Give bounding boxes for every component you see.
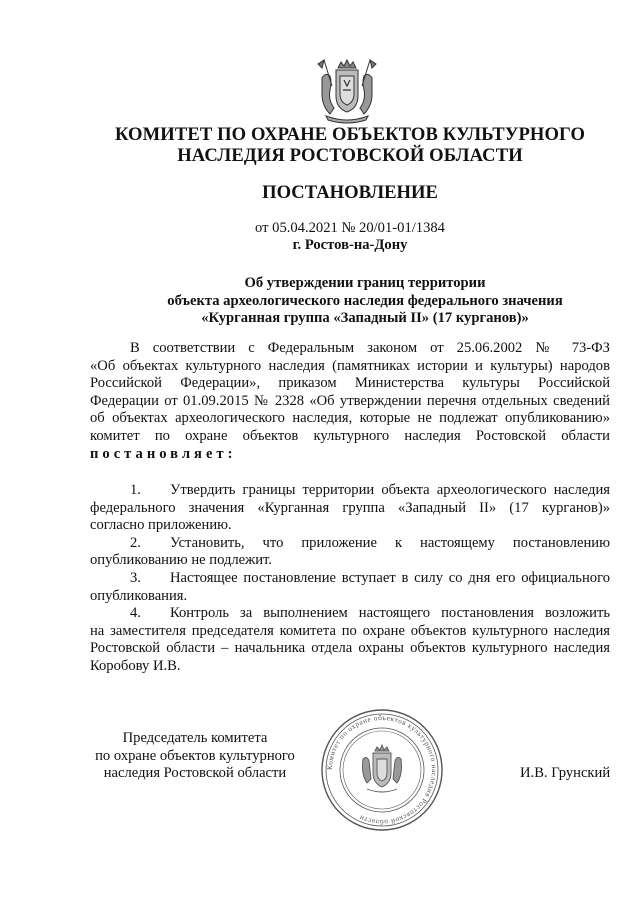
document-city: г. Ростов-на-Дону: [292, 237, 408, 253]
list-item-4-line: Ростовской области – начальника отдела охраны объектов культурного наследия: [90, 640, 610, 657]
signatory-position: [90, 730, 300, 783]
decree-word: постановляет:: [90, 445, 237, 462]
preamble-paragraph: [90, 340, 610, 463]
coat-of-arms-icon: [314, 56, 380, 124]
list-item-1-line: [90, 482, 610, 500]
subject-line1: Об утверждении границ территории: [244, 275, 486, 291]
list-item-2-line: опубликованию не подлежит.: [90, 552, 272, 569]
preamble-line: В соответствии с Федеральным законом от 25.06.2002 № 73-ФЗ: [130, 340, 610, 356]
signatory-position-line3: наследия Ростовской области: [103, 765, 287, 782]
list-item-text: Настоящее постановление вступает в силу со дня его официального: [170, 569, 610, 586]
resolution-items: [90, 482, 610, 676]
preamble-line: Федерации от 01.09.2015 № 2328 «Об утверждении перечня отдельных сведений: [90, 392, 610, 409]
signatory-position-line1: Председатель комитета: [122, 730, 268, 746]
list-item-1-line: согласно приложению.: [90, 517, 232, 534]
list-item-2-line: [90, 535, 610, 553]
list-item-3-line: опубликования.: [90, 587, 188, 604]
list-item-number: 2.: [130, 534, 141, 551]
document-type: ПОСТАНОВЛЕНИЕ: [262, 182, 438, 203]
preamble-line: комитет по охране объектов культурного наследия Ростовской области: [90, 427, 610, 444]
seal-text: Комитет по охране объектов культурного наследия Ростовской области: [325, 713, 439, 827]
list-item-1-line: федерального значения «Курганная группа «Западный II» (17 курганов)»: [90, 499, 610, 516]
official-seal-icon: [319, 707, 445, 833]
list-item-number: 3.: [130, 569, 141, 586]
subject-line3: «Курганная группа «Западный II» (17 курганов)»: [201, 310, 529, 326]
document-date-number: от 05.04.2021 № 20/01-01/1384: [255, 220, 445, 236]
preamble-line: об объектах археологического наследия, которые не подлежат опубликованию»: [90, 410, 610, 427]
decree-word-line: [90, 446, 610, 464]
list-item-4-line: на заместителя председателя комитета по охране объектов культурного наследия: [90, 622, 610, 639]
signatory-position-line2: по охране объектов культурного: [95, 747, 295, 764]
list-item-3-line: [90, 570, 610, 588]
organization-title: [60, 124, 640, 166]
list-item-text: Установить, что приложение к настоящему постановлению: [170, 534, 610, 551]
list-item-4-line: [90, 605, 610, 623]
list-item-number: 1.: [130, 482, 141, 498]
preamble-line: «Об объектах культурного наследия (памятниках истории и культуры) народов: [90, 357, 610, 374]
preamble-line: Российской Федерации», приказом Министерства культуры Российской: [90, 375, 610, 392]
organization-title-line1: КОМИТЕТ ПО ОХРАНЕ ОБЪЕКТОВ КУЛЬТУРНОГО: [114, 124, 586, 145]
list-item-text: Контроль за выполнением настоящего постановления возложить: [170, 605, 610, 622]
organization-title-line2: НАСЛЕДИЯ РОСТОВСКОЙ ОБЛАСТИ: [177, 145, 523, 166]
document-subject: [130, 275, 600, 328]
list-item-4-line: Коробову И.В.: [90, 657, 181, 674]
list-item-number: 4.: [130, 605, 141, 622]
signer-name: И.В. Грунский: [520, 765, 611, 781]
subject-line2: объекта археологического наследия федерального значения: [167, 292, 563, 309]
list-item-text: Утвердить границы территории объекта археологического наследия: [170, 482, 610, 498]
